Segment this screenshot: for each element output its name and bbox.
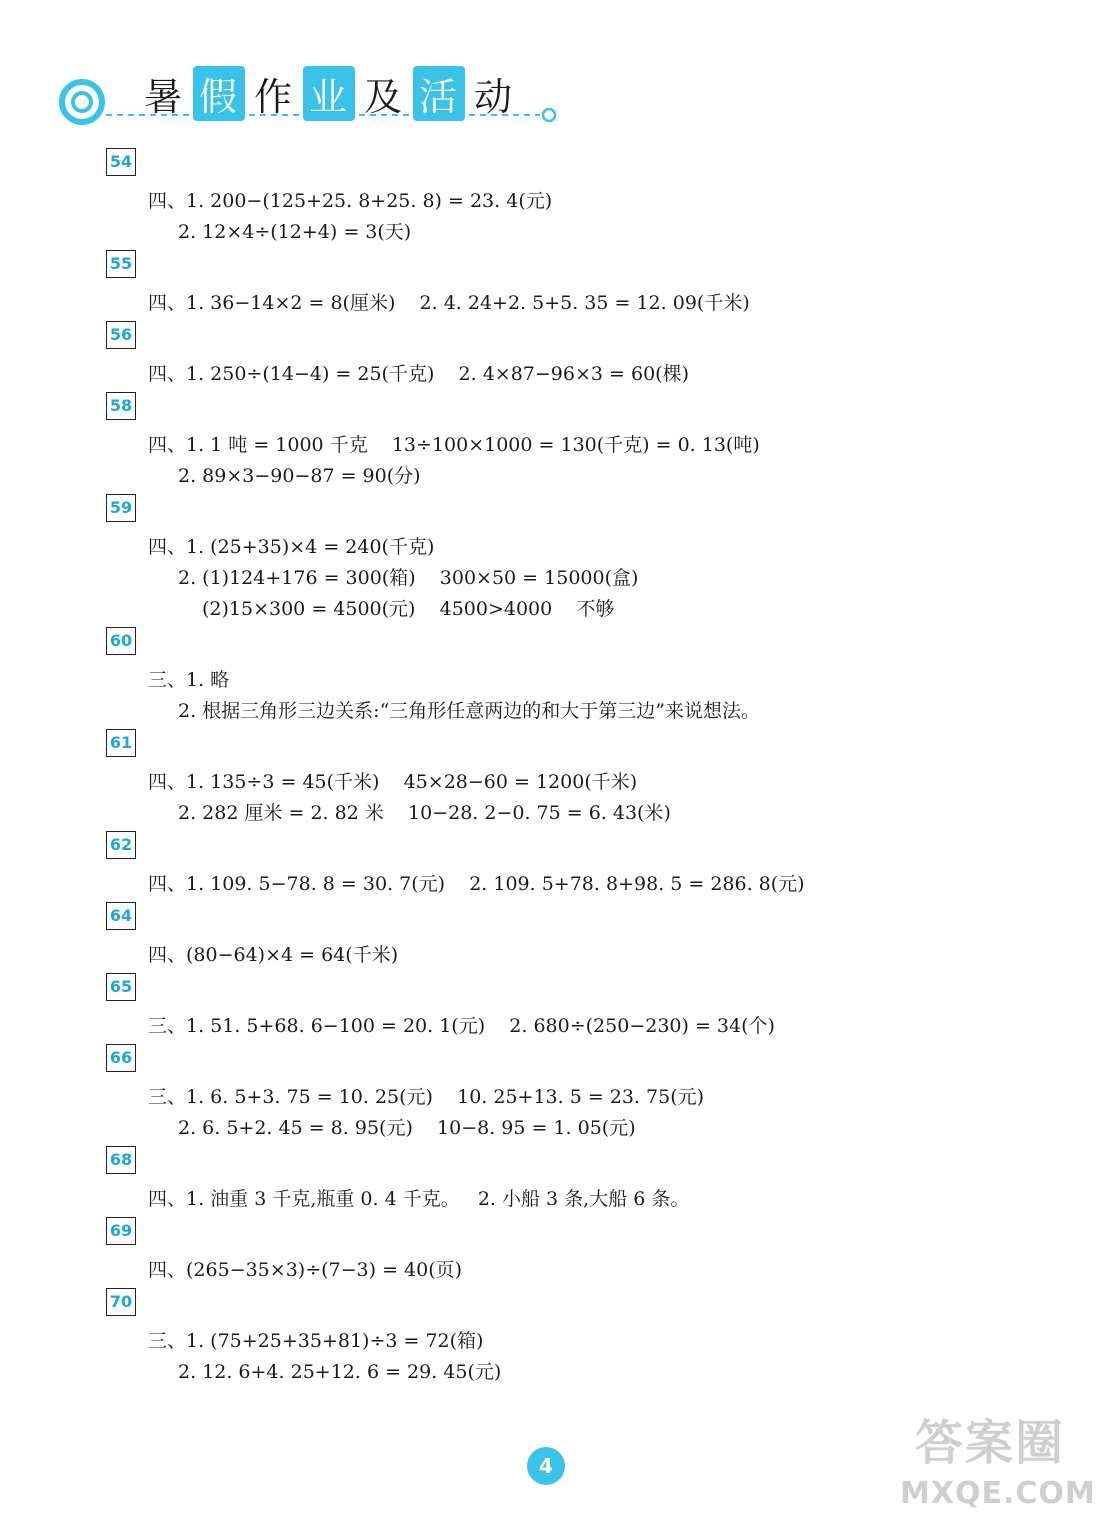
title-char: 假 xyxy=(193,66,245,121)
answer-section xyxy=(106,625,1066,727)
answer-section xyxy=(106,1144,1066,1215)
answer-section xyxy=(106,900,1066,971)
page-ref-label: 66 xyxy=(106,1044,136,1072)
answer-section xyxy=(106,248,1066,319)
page-header xyxy=(58,66,578,136)
answer-line: 四、1. 1 吨 = 1000 千克 13÷100×1000 = 130(千克) = 0. 13(吨) xyxy=(148,434,760,456)
answer-line: 2. 6. 5+2. 45 = 8. 95(元) 10−8. 95 = 1. 05(元) xyxy=(178,1117,636,1139)
answer-line: 四、1. 36−14×2 = 8(厘米) 2. 4. 24+2. 5+5. 35 = 12. 09(千米) xyxy=(148,292,750,314)
title-char: 业 xyxy=(303,66,355,121)
answer-line: 2. 12×4÷(12+4) = 3(天) xyxy=(178,221,412,243)
answer-line: 三、1. 略 xyxy=(148,669,230,691)
answer-list xyxy=(106,146,1066,1388)
page-ref-label: 56 xyxy=(106,321,136,349)
title-char: 暑 xyxy=(143,74,184,119)
header-title xyxy=(138,70,520,119)
answer-section xyxy=(106,829,1066,900)
answer-line: 三、1. 6. 5+3. 75 = 10. 25(元) 10. 25+13. 5 = 23. 75(元) xyxy=(148,1086,705,1108)
answer-section xyxy=(106,1215,1066,1286)
answer-line: 2. 282 厘米 = 2. 82 米 10−28. 2−0. 75 = 6. 43(米) xyxy=(178,802,671,824)
page-ref-label: 55 xyxy=(106,250,136,278)
page-ref-label: 69 xyxy=(106,1217,136,1245)
watermark-logo xyxy=(900,1412,1096,1522)
answer-line: 三、1. 51. 5+68. 6−100 = 20. 1(元) 2. 680÷(250−230) = 34(个) xyxy=(148,1015,775,1037)
answer-line: 四、(265−35×3)÷(7−3) = 40(页) xyxy=(148,1259,463,1281)
page-ref-label: 70 xyxy=(106,1288,136,1316)
page-ref-label: 54 xyxy=(106,148,136,176)
title-char: 动 xyxy=(473,74,514,119)
answer-section xyxy=(106,727,1066,829)
answer-line: 四、1. (25+35)×4 = 240(千克) xyxy=(148,536,435,558)
answer-line: 四、1. 油重 3 千克,瓶重 0. 4 千克。 2. 小船 3 条,大船 6 条。 xyxy=(148,1188,690,1210)
answer-line: 2. 12. 6+4. 25+12. 6 = 29. 45(元) xyxy=(178,1361,502,1383)
page-number-badge: 4 xyxy=(527,1447,565,1485)
answer-line: 2. 89×3−90−87 = 90(分) xyxy=(178,465,421,487)
answer-line: 四、1. 109. 5−78. 8 = 30. 7(元) 2. 109. 5+78. 8+98. 5 = 286. 8(元) xyxy=(148,873,805,895)
watermark-text: 答案圈 xyxy=(914,1415,1065,1471)
answer-line: 四、1. 135÷3 = 45(千米) 45×28−60 = 1200(千米) xyxy=(148,771,638,793)
answer-section xyxy=(106,1286,1066,1388)
answer-section xyxy=(106,492,1066,625)
answer-line: 四、1. 250÷(14−4) = 25(千克) 2. 4×87−96×3 = 60(棵) xyxy=(148,363,689,385)
page-ref-label: 68 xyxy=(106,1146,136,1174)
answer-section xyxy=(106,1042,1066,1144)
answer-section xyxy=(106,971,1066,1042)
title-char: 活 xyxy=(413,66,465,121)
page-ref-label: 60 xyxy=(106,627,136,655)
answer-line: 2. (1)124+176 = 300(箱) 300×50 = 15000(盒) xyxy=(178,567,639,589)
title-char: 及 xyxy=(363,74,404,119)
title-char: 作 xyxy=(253,74,294,119)
answer-line: 四、1. 200−(125+25. 8+25. 8) = 23. 4(元) xyxy=(148,190,553,212)
page-ref-label: 62 xyxy=(106,831,136,859)
answer-section xyxy=(106,390,1066,492)
page-ref-label: 64 xyxy=(106,902,136,930)
answer-line: (2)15×300 = 4500(元) 4500>4000 不够 xyxy=(202,598,615,620)
page-ref-label: 65 xyxy=(106,973,136,1001)
page-ref-label: 58 xyxy=(106,392,136,420)
answer-line: 三、1. (75+25+35+81)÷3 = 72(箱) xyxy=(148,1330,484,1352)
watermark-url: MXQE.COM xyxy=(900,1476,1096,1511)
page-ref-label: 61 xyxy=(106,729,136,757)
page-ref-label: 59 xyxy=(106,494,136,522)
answer-section xyxy=(106,146,1066,248)
answer-line: 2. 根据三角形三边关系:“三角形任意两边的和大于第三边”来说想法。 xyxy=(178,700,760,722)
answer-section xyxy=(106,319,1066,390)
answer-line: 四、(80−64)×4 = 64(千米) xyxy=(148,944,399,966)
